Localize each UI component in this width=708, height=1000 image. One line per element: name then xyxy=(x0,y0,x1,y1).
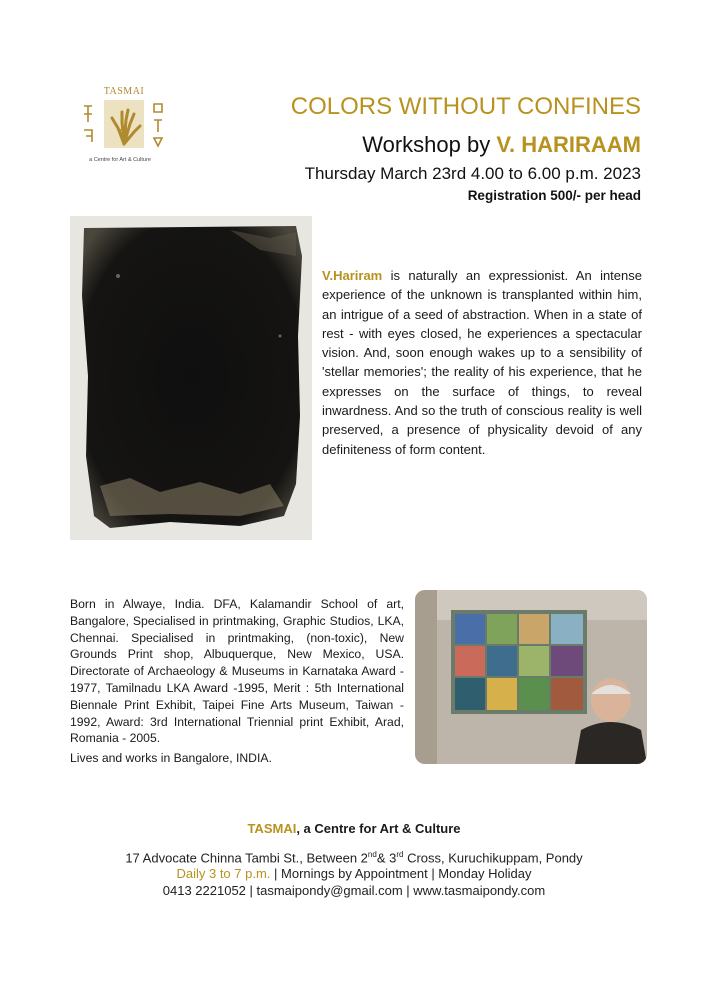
artist-statement-name: V.Hariram xyxy=(322,268,383,283)
footer-contact: 0413 2221052 | tasmaipondy@gmail.com | www.tasmaipondy.com xyxy=(162,883,546,898)
artist-name: V. HARIRAAM xyxy=(496,132,641,157)
address-part: 17 Advocate Chinna Tambi St., Between 2 xyxy=(125,850,368,866)
address-part: & 3 xyxy=(376,850,397,866)
logo-name: TASMAI xyxy=(103,86,145,97)
painting-image xyxy=(70,216,312,540)
hours-daily: Daily 3 to 7 p.m. xyxy=(176,866,271,881)
hours-rest: | Mornings by Appointment | Monday Holiday xyxy=(270,866,532,881)
footer-address xyxy=(0,850,708,865)
footer-org-suffix: , a Centre for Art & Culture xyxy=(296,821,461,836)
event-title: COLORS WITHOUT CONFINES xyxy=(290,93,641,120)
workshop-line xyxy=(362,132,641,158)
address-sup: rd xyxy=(396,850,404,859)
artist-statement xyxy=(322,266,642,459)
footer-hours xyxy=(0,866,708,881)
address-sup: nd xyxy=(367,850,377,859)
artist-statement-text: is naturally an expressionist. An intense experience of the unknown is transplanted within him, an intrigue of a seed of abstraction. When in a state of rest - with eyes closed, he experiences a spectacular vision. And, soon enough wakes up to a sensibility of 'stellar memories'; the reality of his experience, that he expresses on the surface of things, to reveal inwardness. And so the truth of conscious reality is well preserved, a presence of physicality devoid of any definiteness of form content. xyxy=(322,268,642,457)
footer-org: TASMAI xyxy=(247,821,297,836)
registration-fee: Registration 500/- per head xyxy=(467,188,641,203)
artist-photo xyxy=(415,590,647,764)
footer-title xyxy=(0,821,708,836)
artist-cv: Born in Alwaye, India. DFA, Kalamandir School of art, Bangalore, Specialised in printmaking, Graphic Studios, LKA, Chennai. Specialised in printmaking, (non-toxic), New Grounds Print shop, Albuquerque, New Mexico, USA. Directorate of Archaeology & Museums in Karnataka Award - 1977, Tamilnadu LKA Award -1995, Merit : 5th International Biennale Print Exhibit, Taipei Fine Arts Museum, Taiwan - 1992, Award: 3rd International Triennial print Exhibit, Arad, Romania - 2005. xyxy=(70,597,404,746)
artist-residence: Lives and works in Bangalore, INDIA. xyxy=(70,751,272,765)
address-part: Cross, Kuruchikuppam, Pondy xyxy=(403,850,583,866)
logo-tagline: a Centre for Art & Culture xyxy=(89,157,151,163)
workshop-prefix: Workshop by xyxy=(362,132,491,157)
event-date: Thursday March 23rd 4.00 to 6.00 p.m. 2023 xyxy=(304,164,641,183)
